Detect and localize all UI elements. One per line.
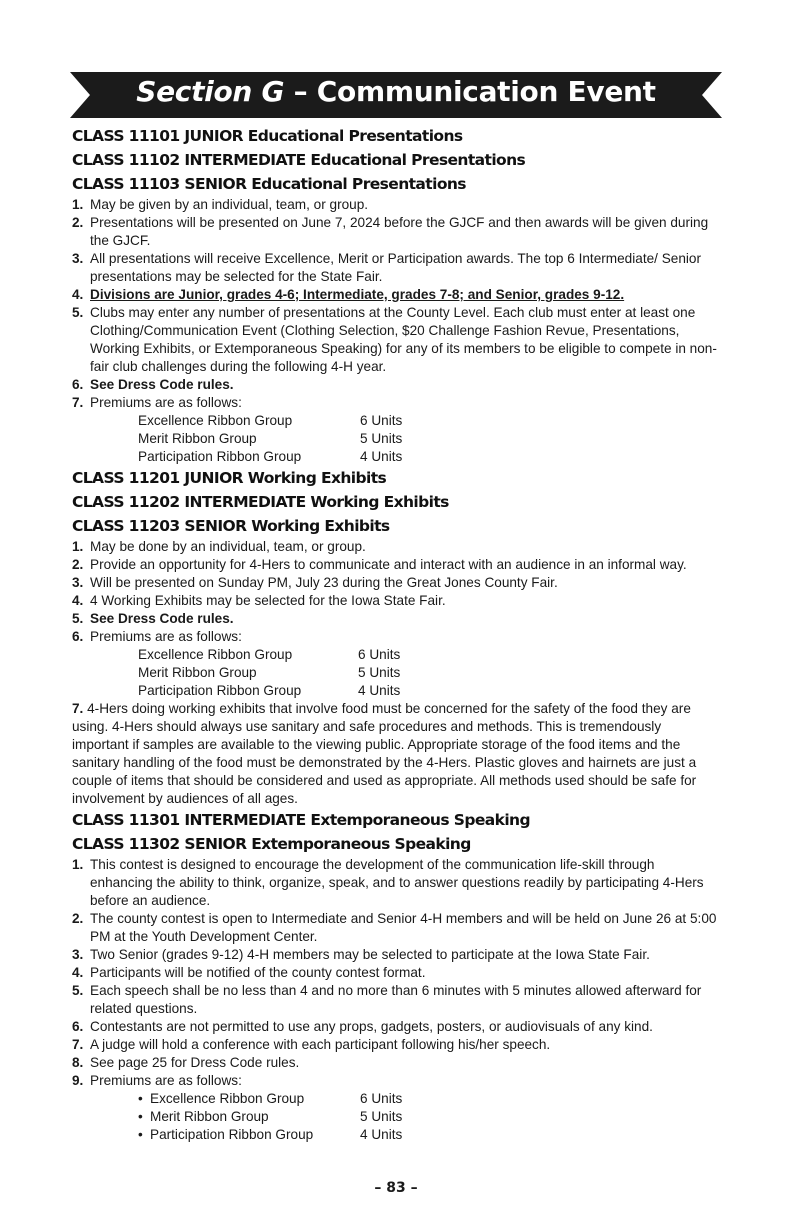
list-item <box>72 304 720 376</box>
premium-units: 6 Units <box>358 647 401 662</box>
class-group-working-exhibits <box>72 466 720 538</box>
class-heading: CLASS 11201 JUNIOR Working Exhibits <box>72 469 387 487</box>
premiums-table <box>138 1090 402 1144</box>
premium-group <box>138 1126 360 1144</box>
item-number: 6. <box>72 629 84 644</box>
item-text: Contestants are not permitted to use any props, gadgets, posters, or audiovisuals of any kind. <box>90 1019 653 1034</box>
class-heading: CLASS 11102 INTERMEDIATE Educational Presentations <box>72 151 526 169</box>
page-number: – 83 – <box>374 1180 418 1196</box>
class-heading: CLASS 11103 SENIOR Educational Presentations <box>72 175 466 193</box>
item-text: 4-Hers doing working exhibits that involve food must be concerned for the safety of the food they are using. 4-Hers should always use sanitary and safe procedures and methods. This is tremendously important if samples are available to the viewing public. Appropriate storage of the food items and the sanitary handling of the food must be demonstrated by the 4-Hers. Plastic gloves and hairnets are just a couple of items that should be considered and used as appropriate. All methods used should be safe for involvement by audiences of all ages. <box>72 701 697 806</box>
premium-group: Participation Ribbon Group <box>138 449 302 464</box>
class-heading: CLASS 11101 JUNIOR Educational Presentations <box>72 127 463 145</box>
premium-units: 4 Units <box>358 683 401 698</box>
premium-units: 6 Units <box>360 413 403 428</box>
table-row <box>138 646 400 664</box>
section-title-rest: – Communication Event <box>284 75 656 108</box>
premium-group-label: Merit Ribbon Group <box>150 1109 269 1124</box>
premium-units: 6 Units <box>360 1091 403 1106</box>
extemporaneous-rules-list <box>72 856 720 1090</box>
list-item <box>72 214 720 250</box>
item-number: 3. <box>72 947 84 962</box>
list-item <box>72 394 720 412</box>
premium-group: Participation Ribbon Group <box>138 683 302 698</box>
list-item <box>72 574 720 592</box>
premium-group <box>138 1108 360 1126</box>
item-text: Premiums are as follows: <box>90 395 242 410</box>
item-number: 4. <box>72 287 84 302</box>
presentations-rules-list <box>72 196 720 412</box>
item-number: 5. <box>72 305 84 320</box>
list-item <box>72 286 720 304</box>
item-number: 7. <box>72 1037 84 1052</box>
item-number: 1. <box>72 197 84 212</box>
item-number: 5. <box>72 983 84 998</box>
premiums-table <box>138 412 402 466</box>
list-item <box>72 982 720 1018</box>
premium-group-label: Excellence Ribbon Group <box>150 1091 305 1106</box>
premium-units: 5 Units <box>358 665 401 680</box>
premium-group-label: Participation Ribbon Group <box>150 1127 314 1142</box>
list-item <box>72 1036 720 1054</box>
list-item <box>72 538 720 556</box>
class-heading: CLASS 11301 INTERMEDIATE Extemporaneous Speaking <box>72 811 530 829</box>
premium-group: Merit Ribbon Group <box>138 665 257 680</box>
item-text: Each speech shall be no less than 4 and no more than 6 minutes with 5 minutes allowed afterward for related questions. <box>90 983 702 1016</box>
list-item <box>72 910 720 946</box>
list-item <box>72 610 720 628</box>
item-text: Will be presented on Sunday PM, July 23 during the Great Jones County Fair. <box>90 575 558 590</box>
section-banner <box>70 72 722 118</box>
item-number: 2. <box>72 557 84 572</box>
premium-units: 5 Units <box>360 1109 403 1124</box>
item-text: Premiums are as follows: <box>90 629 242 644</box>
item-number: 1. <box>72 539 84 554</box>
bullet: • <box>138 1091 143 1106</box>
table-row <box>138 664 400 682</box>
item-number: 7. <box>72 395 84 410</box>
item-number: 3. <box>72 575 84 590</box>
table-row <box>138 1108 402 1126</box>
table-row <box>138 448 402 466</box>
item-number: 2. <box>72 911 84 926</box>
bullet: • <box>138 1127 143 1142</box>
table-row <box>138 682 400 700</box>
table-row <box>138 1126 402 1144</box>
food-safety-paragraph <box>72 700 720 808</box>
item-text: This contest is designed to encourage the development of the communication life-skill through enhancing the ability to think, organize, speak, and to answer questions readily by participating 4-Hers before an audience. <box>90 857 704 908</box>
class-heading: CLASS 11203 SENIOR Working Exhibits <box>72 517 390 535</box>
item-text: Premiums are as follows: <box>90 1073 242 1088</box>
class-heading: CLASS 11202 INTERMEDIATE Working Exhibits <box>72 493 449 511</box>
table-row <box>138 1090 402 1108</box>
list-item <box>72 592 720 610</box>
bullet: • <box>138 1109 143 1124</box>
document-page <box>72 72 720 1144</box>
item-text: Presentations will be presented on June 7, 2024 before the GJCF and then awards will be given during the GJCF. <box>90 215 709 248</box>
list-item <box>72 376 720 394</box>
list-item <box>72 1072 720 1090</box>
item-text: May be done by an individual, team, or group. <box>90 539 366 554</box>
item-text: Clubs may enter any number of presentations at the County Level. Each club must enter at least one Clothing/Communication Event (Clothing Selection, $20 Challenge Fashion Revue, Presentations, Working Exhibits, or Extemporaneous Speaking) for any of its members to be eligible to compete in non-fair club challenges during the following 4-H year. <box>90 305 717 374</box>
list-item <box>72 196 720 214</box>
premium-units: 4 Units <box>360 1127 403 1142</box>
premiums-table <box>138 646 400 700</box>
item-text: See Dress Code rules. <box>90 377 234 392</box>
class-group-extemporaneous <box>72 808 720 856</box>
list-item <box>72 628 720 646</box>
list-item <box>72 1054 720 1072</box>
premium-group: Merit Ribbon Group <box>138 431 257 446</box>
class-heading: CLASS 11302 SENIOR Extemporaneous Speaking <box>72 835 471 853</box>
item-text: The county contest is open to Intermediate and Senior 4-H members and will be held on June 26 at 5:00 PM at the Youth Development Center. <box>90 911 717 944</box>
list-item <box>72 964 720 982</box>
item-text: See Dress Code rules. <box>90 611 234 626</box>
item-text: All presentations will receive Excellence, Merit or Participation awards. The top 6 Intermediate/ Senior presentations may be selected for the State Fair. <box>90 251 702 284</box>
table-row <box>138 430 402 448</box>
section-title <box>70 75 722 108</box>
item-number: 9. <box>72 1073 84 1088</box>
section-title-italic: Section G <box>136 75 285 108</box>
premium-units: 4 Units <box>360 449 403 464</box>
item-number: 5. <box>72 611 84 626</box>
item-text: Provide an opportunity for 4-Hers to communicate and interact with an audience in an informal way. <box>90 557 687 572</box>
item-number: 1. <box>72 857 84 872</box>
item-text: 4 Working Exhibits may be selected for the Iowa State Fair. <box>90 593 446 608</box>
item-text: Divisions are Junior, grades 4-6; Intermediate, grades 7-8; and Senior, grades 9-12. <box>90 287 625 302</box>
item-number: 3. <box>72 251 84 266</box>
list-item <box>72 556 720 574</box>
item-text: Participants will be notified of the county contest format. <box>90 965 426 980</box>
premium-units: 5 Units <box>360 431 403 446</box>
list-item <box>72 250 720 286</box>
item-text: May be given by an individual, team, or group. <box>90 197 369 212</box>
item-number: 4. <box>72 593 84 608</box>
item-number: 2. <box>72 215 84 230</box>
working-exhibits-rules-list <box>72 538 720 646</box>
item-number: 4. <box>72 965 84 980</box>
table-row <box>138 412 402 430</box>
class-group-presentations <box>72 124 720 196</box>
item-text: A judge will hold a conference with each participant following his/her speech. <box>90 1037 551 1052</box>
premium-group: Excellence Ribbon Group <box>138 413 293 428</box>
premium-group: Excellence Ribbon Group <box>138 647 293 662</box>
list-item <box>72 1018 720 1036</box>
list-item <box>72 946 720 964</box>
item-number: 6. <box>72 377 84 392</box>
item-number: 7. <box>72 701 84 716</box>
list-item <box>72 856 720 910</box>
premium-group <box>138 1090 360 1108</box>
item-number: 8. <box>72 1055 84 1070</box>
item-number: 6. <box>72 1019 84 1034</box>
item-text: Two Senior (grades 9-12) 4-H members may be selected to participate at the Iowa State Fair. <box>90 947 650 962</box>
item-text: See page 25 for Dress Code rules. <box>90 1055 300 1070</box>
